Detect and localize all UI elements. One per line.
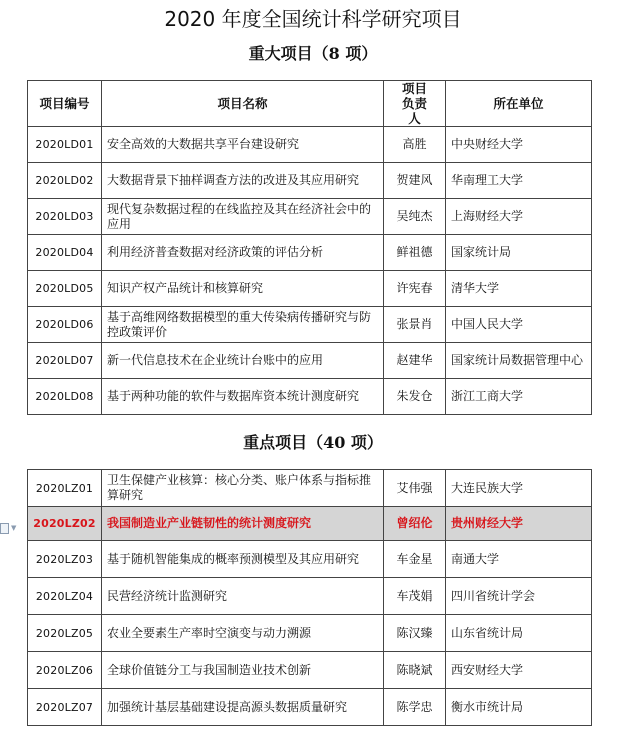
project-code: 2020LZ07 — [28, 689, 102, 726]
table-row — [28, 578, 592, 615]
section-title-major: 重大项目（8 项） — [248, 44, 378, 63]
project-code: 2020LZ06 — [28, 652, 102, 689]
project-name: 基于两种功能的软件与数据库资本统计测度研究 — [102, 379, 384, 415]
project-org: 国家统计局数据管理中心 — [446, 343, 592, 379]
project-code: 2020LZ02 — [28, 507, 102, 541]
table-row — [28, 199, 592, 235]
project-code: 2020LD06 — [28, 307, 102, 343]
section-title-key: 重点项目（40 项） — [243, 433, 383, 452]
project-code: 2020LD03 — [28, 199, 102, 235]
project-leader: 赵建华 — [384, 343, 446, 379]
table-row — [28, 271, 592, 307]
header-leader: 项目负责人 — [384, 81, 446, 127]
project-code: 2020LD04 — [28, 235, 102, 271]
project-org: 中国人民大学 — [446, 307, 592, 343]
table-row — [28, 127, 592, 163]
project-org: 中央财经大学 — [446, 127, 592, 163]
project-leader: 鲜祖德 — [384, 235, 446, 271]
table-row — [28, 615, 592, 652]
project-name: 民营经济统计监测研究 — [102, 578, 384, 615]
project-code: 2020LD02 — [28, 163, 102, 199]
project-name: 现代复杂数据过程的在线监控及其在经济社会中的应用 — [102, 199, 384, 235]
project-name: 加强统计基层基础建设提高源头数据质量研究 — [102, 689, 384, 726]
project-leader: 车茂娟 — [384, 578, 446, 615]
project-code: 2020LZ05 — [28, 615, 102, 652]
project-name: 基于高维网络数据模型的重大传染病传播研究与防控政策评价 — [102, 307, 384, 343]
project-leader: 陈汉臻 — [384, 615, 446, 652]
row-marker[interactable] — [0, 521, 22, 535]
table-row — [28, 235, 592, 271]
project-name: 利用经济普查数据对经济政策的评估分析 — [102, 235, 384, 271]
project-leader: 车金星 — [384, 541, 446, 578]
project-code: 2020LZ03 — [28, 541, 102, 578]
document-icon — [0, 523, 9, 534]
table-row — [28, 307, 592, 343]
project-leader: 张景肖 — [384, 307, 446, 343]
header-code: 项目编号 — [28, 81, 102, 127]
project-code: 2020LD07 — [28, 343, 102, 379]
table-row — [28, 343, 592, 379]
table-row — [28, 652, 592, 689]
project-leader: 陈晓斌 — [384, 652, 446, 689]
table-row — [28, 689, 592, 726]
table-row — [28, 541, 592, 578]
project-name: 全球价值链分工与我国制造业技术创新 — [102, 652, 384, 689]
project-code: 2020LD08 — [28, 379, 102, 415]
project-name: 知识产权产品统计和核算研究 — [102, 271, 384, 307]
project-code: 2020LZ01 — [28, 470, 102, 507]
table-row — [28, 379, 592, 415]
project-name: 卫生保健产业核算：核心分类、账户体系与指标推算研究 — [102, 470, 384, 507]
header-name: 项目名称 — [102, 81, 384, 127]
project-leader: 陈学忠 — [384, 689, 446, 726]
project-leader: 曾绍伦 — [384, 507, 446, 541]
project-org: 清华大学 — [446, 271, 592, 307]
project-org: 浙江工商大学 — [446, 379, 592, 415]
project-leader: 朱发仓 — [384, 379, 446, 415]
table-row — [28, 470, 592, 507]
project-leader: 高胜 — [384, 127, 446, 163]
header-org: 所在单位 — [446, 81, 592, 127]
project-name: 我国制造业产业链韧性的统计测度研究 — [102, 507, 384, 541]
project-leader: 贺建风 — [384, 163, 446, 199]
project-leader: 艾伟强 — [384, 470, 446, 507]
project-org: 上海财经大学 — [446, 199, 592, 235]
project-name: 大数据背景下抽样调查方法的改进及其应用研究 — [102, 163, 384, 199]
project-code: 2020LD01 — [28, 127, 102, 163]
project-name: 农业全要素生产率时空演变与动力溯源 — [102, 615, 384, 652]
project-name: 基于随机智能集成的概率预测模型及其应用研究 — [102, 541, 384, 578]
table-row — [28, 163, 592, 199]
project-leader: 吴纯杰 — [384, 199, 446, 235]
project-org: 华南理工大学 — [446, 163, 592, 199]
project-org: 西安财经大学 — [446, 652, 592, 689]
project-org: 山东省统计局 — [446, 615, 592, 652]
project-org: 南通大学 — [446, 541, 592, 578]
table-row-highlighted[interactable] — [28, 507, 592, 541]
project-code: 2020LD05 — [28, 271, 102, 307]
project-org: 贵州财经大学 — [446, 507, 592, 541]
project-org: 四川省统计学会 — [446, 578, 592, 615]
project-org: 大连民族大学 — [446, 470, 592, 507]
project-name: 安全高效的大数据共享平台建设研究 — [102, 127, 384, 163]
table-header-row — [28, 81, 592, 127]
page-title: 2020 年度全国统计科学研究项目 — [164, 7, 462, 31]
major-projects-table — [27, 80, 592, 415]
chevron-down-icon: ▼ — [11, 523, 17, 532]
project-org: 国家统计局 — [446, 235, 592, 271]
project-name: 新一代信息技术在企业统计台账中的应用 — [102, 343, 384, 379]
key-projects-table — [27, 469, 592, 726]
project-leader: 许宪春 — [384, 271, 446, 307]
project-code: 2020LZ04 — [28, 578, 102, 615]
project-org: 衡水市统计局 — [446, 689, 592, 726]
